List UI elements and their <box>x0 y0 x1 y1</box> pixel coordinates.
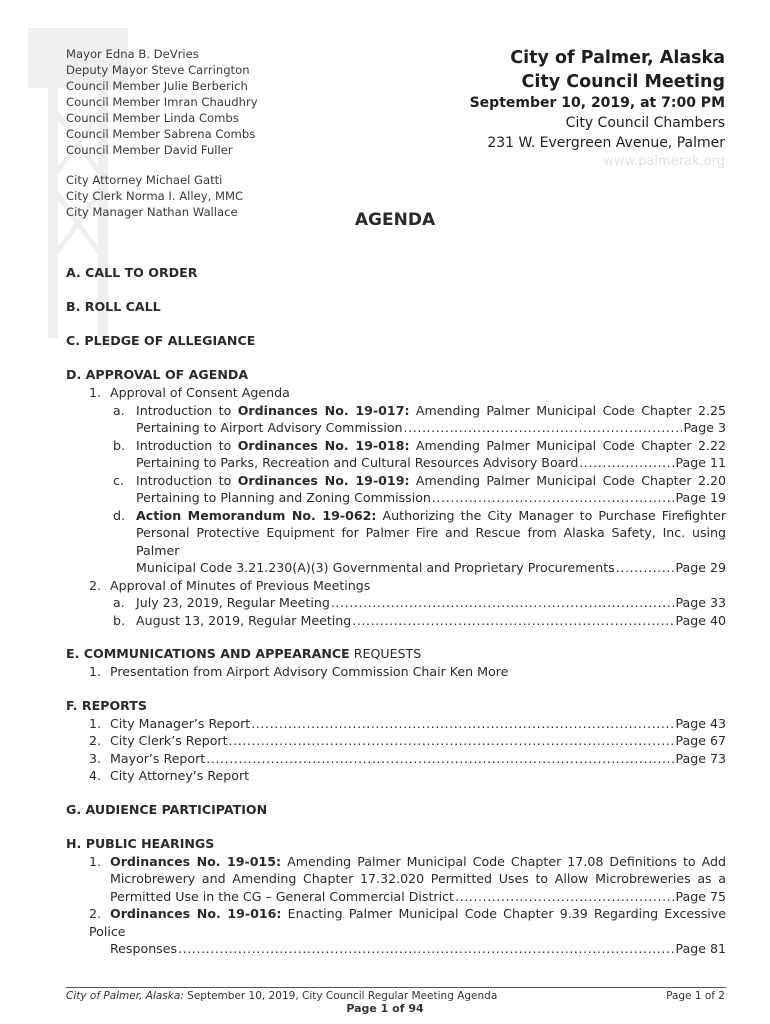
consent-item-d-continued: Municipal Code 3.21.230(A)(3) Governmental and Proprietary Procurements ..... Page 29 <box>66 559 726 577</box>
member-council: Council Member Sabrena Combs <box>66 127 256 141</box>
consent-item-d: d. Action Memorandum No. 19-062: Authorizing the City Manager to Purchase Firefighter <box>113 507 727 523</box>
minutes-item-b: b. August 13, 2019, Regular Meeting ..... Page 40 <box>66 612 726 630</box>
page-ref: Page 33 <box>675 595 726 610</box>
consent-item-a: a. Introduction to Ordinances No. 19-017: Amending Palmer Municipal Code Chapter 2.25 <box>113 402 726 418</box>
consent-item-b: b. Introduction to Ordinances No. 19-018: Amending Palmer Municipal Code Chapter 2.22 <box>113 437 726 453</box>
hearing-item-2: 2. Ordinances No. 19-016: Enacting Palmer Municipal Code Chapter 9.39 Regarding Excessive Police <box>89 906 726 939</box>
member-deputy-mayor: Deputy Mayor Steve Carrington <box>66 63 250 77</box>
list-item: 2. Approval of Minutes of Previous Meetings <box>89 577 371 593</box>
list-item: 1. Presentation from Airport Advisory Commission Chair Ken More <box>89 664 509 679</box>
member-council: Council Member David Fuller <box>66 143 233 157</box>
meeting-header <box>470 46 725 171</box>
website-link[interactable]: www.palmerak.org <box>603 154 725 169</box>
page-ref: Page 67 <box>675 733 726 748</box>
hearing-item-2-continued: Responses ..... Page 81 <box>66 940 726 958</box>
page-ref: Page 43 <box>675 715 726 731</box>
page-ref: Page 73 <box>675 750 726 766</box>
page-ref: Page 40 <box>675 612 726 628</box>
officer-attorney: City Attorney Michael Gatti <box>66 173 223 187</box>
meeting-venue: City Council Chambers <box>565 115 725 131</box>
report-item: 1. City Manager’s Report ..... Page 43 <box>66 715 726 733</box>
footer-agenda-page: Page 1 of 2 <box>666 990 725 1002</box>
agenda-title: AGENDA <box>354 210 436 230</box>
hearing-item-1: 1. Ordinances No. 19-015: Amending Palmer Municipal Code Chapter 17.08 Definitions to Add <box>89 853 726 869</box>
page-ref: Page 29 <box>675 560 726 575</box>
hearing-item-1-continued: Microbrewery and Amending Chapter 17.32.020 Permitted Uses to Allow Microbreweries as a <box>110 871 726 886</box>
section-public-hearings: H. PUBLIC HEARINGS <box>66 835 215 851</box>
officer-clerk: City Clerk Norma I. Alley, MMC <box>66 189 244 203</box>
minutes-item-a: a. July 23, 2019, Regular Meeting ..... Page 33 <box>66 594 726 612</box>
consent-item-b-continued: Pertaining to Parks, Recreation and Cultural Resources Advisory Board ..... Page 11 <box>66 454 726 472</box>
officer-manager: City Manager Nathan Wallace <box>66 205 238 219</box>
agenda-body <box>66 264 726 958</box>
council-members-list <box>66 46 258 158</box>
hearing-item-1-continued: Permitted Use in the CG – General Commercial District ..... Page 75 <box>66 888 726 906</box>
meeting-date: September 10, 2019, at 7:00 PM <box>469 95 725 111</box>
section-roll-call: B. ROLL CALL <box>66 299 161 314</box>
consent-item-c-continued: Pertaining to Planning and Zoning Commission ..... Page 19 <box>66 489 726 507</box>
section-audience-participation: G. AUDIENCE PARTICIPATION <box>66 801 268 817</box>
footer-document-page: Page 1 of 94 <box>346 1002 424 1015</box>
footer-description: City of Palmer, Alaska: September 10, 2019, City Council Regular Meeting Agenda <box>66 990 498 1002</box>
page-ref: Page 3 <box>683 420 726 435</box>
consent-item-d-continued: Personal Protective Equipment for Palmer Fire and Rescue from Alaska Safety, Inc. using Palmer <box>136 525 726 558</box>
meeting-address: 231 W. Evergreen Avenue, Palmer <box>487 135 725 151</box>
section-communications: E. COMMUNICATIONS AND APPEARANCE REQUESTS <box>66 646 422 661</box>
page-ref: Page 81 <box>675 941 726 956</box>
report-item: 3. Mayor’s Report ..... Page 73 <box>66 750 726 768</box>
member-council: Council Member Linda Combs <box>66 111 239 125</box>
member-mayor: Mayor Edna B. DeVries <box>66 47 199 61</box>
page-ref: Page 19 <box>675 490 726 505</box>
page-ref: Page 11 <box>675 455 726 470</box>
footer-divider <box>66 987 726 988</box>
section-reports: F. REPORTS <box>66 697 147 713</box>
consent-item-c: c. Introduction to Ordinances No. 19-019: Amending Palmer Municipal Code Chapter 2.20 <box>113 472 726 488</box>
meeting-name: City Council Meeting <box>521 72 725 92</box>
report-item: 2. City Clerk’s Report ..... Page 67 <box>66 732 726 750</box>
list-item: 1. Approval of Consent Agenda <box>89 385 290 400</box>
section-pledge: C. PLEDGE OF ALLEGIANCE <box>66 333 256 348</box>
report-item: 4. City Attorney’s Report <box>89 768 250 783</box>
city-name: City of Palmer, Alaska <box>510 48 725 68</box>
page-ref: Page 75 <box>675 888 726 904</box>
section-approval-of-agenda: D. APPROVAL OF AGENDA <box>66 367 249 382</box>
member-council: Council Member Imran Chaudhry <box>66 95 258 109</box>
member-council: Council Member Julie Berberich <box>66 79 248 93</box>
consent-item-a-continued: Pertaining to Airport Advisory Commission ..... Page 3 <box>66 419 726 437</box>
section-call-to-order: A. CALL TO ORDER <box>66 265 198 280</box>
